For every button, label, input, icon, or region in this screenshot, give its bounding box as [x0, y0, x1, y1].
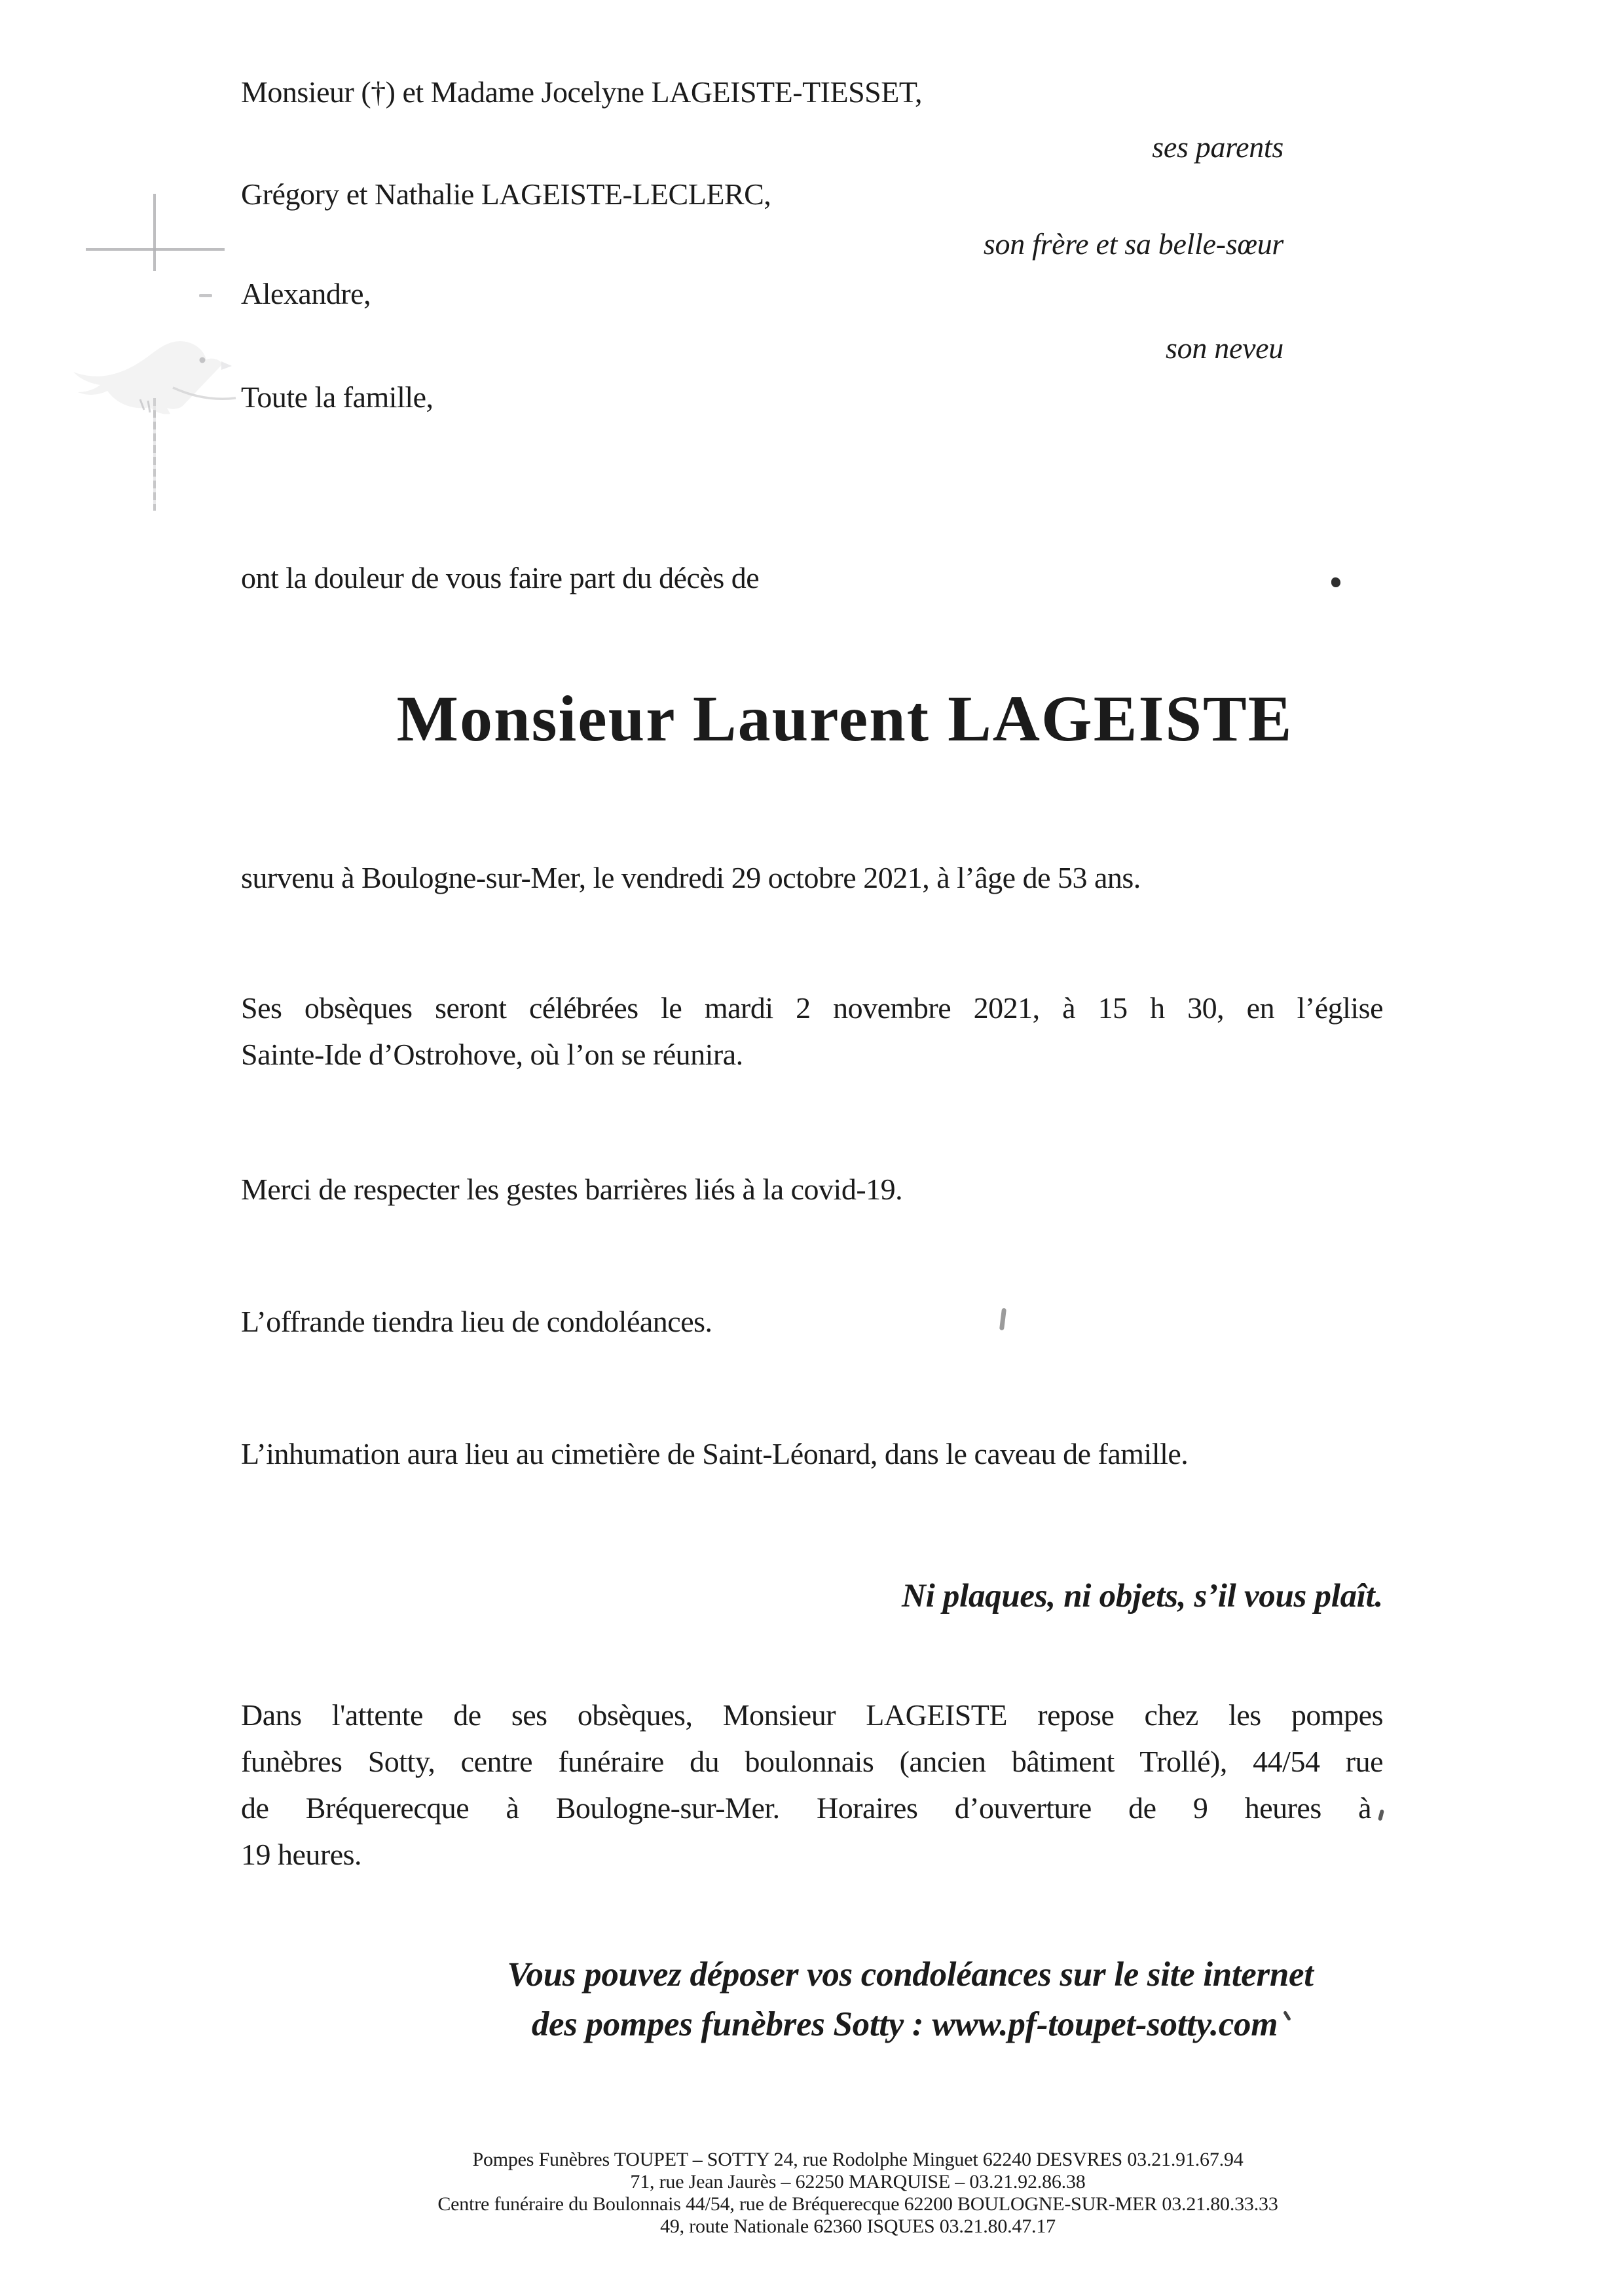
repose-paragraph [241, 1692, 1383, 1878]
dove-watermark-icon [58, 322, 241, 427]
relation-label-brother: son frère et sa belle-sœur [983, 227, 1283, 261]
family-line-whole-family: Toute la famille, [241, 380, 434, 414]
scan-speck-dash [199, 294, 212, 297]
relation-label-parents: ses parents [1152, 130, 1283, 164]
family-line-parents: Monsieur (†) et Madame Jocelyne LAGEISTE-TIESSET, [241, 75, 923, 109]
funeral-home-footer [92, 2149, 1624, 2238]
repose-line-3-text: de Bréquerecque à Boulogne-sur-Mer. Horaires d’ouverture de 9 heures à [241, 1791, 1371, 1825]
footer-line-desvres: Pompes Funèbres TOUPET – SOTTY 24, rue Rodolphe Minguet 62240 DESVRES 03.21.91.67.94 [472, 2149, 1244, 2170]
scan-speck-tick [1283, 2011, 1291, 2021]
cross-watermark-vertical-line-top [153, 194, 156, 271]
scan-speck-comma [1378, 1810, 1384, 1821]
family-line-brother: Grégory et Nathalie LAGEISTE-LECLERC, [241, 177, 771, 211]
condolences-website-url: des pompes funèbres Sotty : www.pf-toupet-sotty.com [531, 2005, 1278, 2043]
burial-notice-line: L’inhumation aura lieu au cimetière de Saint-Léonard, dans le caveau de famille. [241, 1437, 1189, 1470]
footer-line-marquise: 71, rue Jean Jaurès – 62250 MARQUISE – 03.21.92.86.38 [630, 2171, 1086, 2193]
no-plaques-request: Ni plaques, ni objets, s’il vous plaît. [902, 1578, 1383, 1614]
deceased-name-title: Monsieur Laurent LAGEISTE [396, 682, 1293, 755]
repose-line-1: Dans l'attente de ses obsèques, Monsieur LAGEISTE repose chez les pompes [241, 1698, 1383, 1732]
relation-label-nephew: son neveu [1166, 331, 1283, 365]
footer-line-isques: 49, route Nationale 62360 ISQUES 03.21.80.47.17 [660, 2215, 1056, 2237]
online-condolences-line-1: Vous pouvez déposer vos condoléances sur le site internet [507, 1956, 1314, 1994]
scan-speck-squiggle [999, 1308, 1006, 1331]
death-details-line: survenu à Boulogne-sur-Mer, le vendredi 29 octobre 2021, à l’âge de 53 ans. [241, 861, 1141, 894]
offering-notice-line: L’offrande tiendra lieu de condoléances. [241, 1305, 712, 1338]
family-line-nephew: Alexandre, [241, 277, 371, 310]
online-condolences-block [196, 1950, 1624, 2049]
online-condolences-line-2 [196, 1999, 1624, 2049]
repose-line-3 [241, 1785, 1383, 1831]
scan-speck-dot [1331, 577, 1340, 587]
funeral-line-1: Ses obsèques seront célébrées le mardi 2 novembre 2021, à 15 h 30, en l’église [241, 991, 1383, 1025]
covid-notice-line: Merci de respecter les gestes barrières liés à la covid-19. [241, 1173, 903, 1206]
repose-line-2: funèbres Sotty, centre funéraire du boulonnais (ancien bâtiment Trollé), 44/54 rue [241, 1745, 1383, 1778]
footer-line-boulogne: Centre funéraire du Boulonnais 44/54, rue de Bréquerecque 62200 BOULOGNE-SUR-MER 03.21.80.33.33 [437, 2193, 1278, 2215]
funeral-paragraph [241, 985, 1383, 1078]
intro-line: ont la douleur de vous faire part du décès de [241, 561, 760, 594]
repose-line-4: 19 heures. [241, 1838, 362, 1871]
funeral-line-2: Sainte-Ide d’Ostrohove, où l’on se réunira. [241, 1038, 743, 1071]
